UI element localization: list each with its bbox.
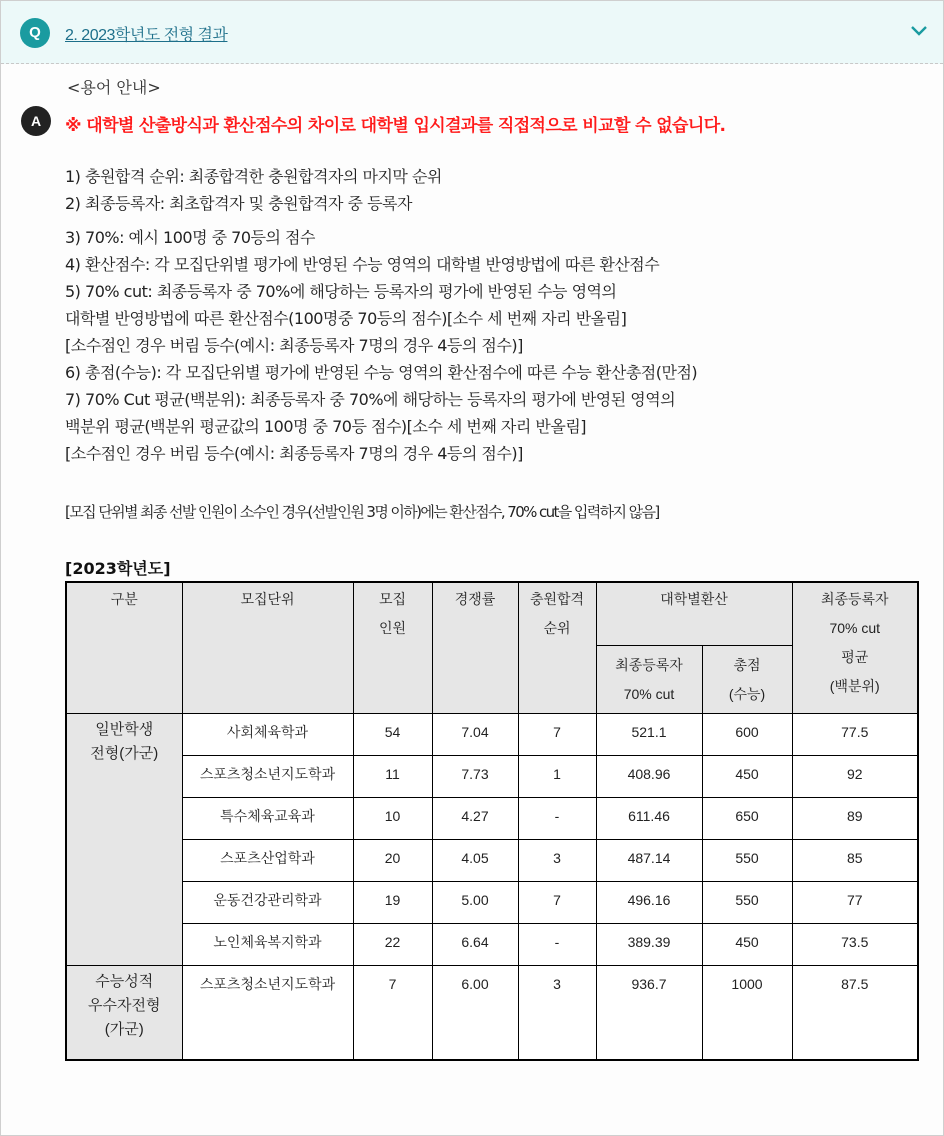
cell-percentile: 77.5 bbox=[792, 713, 918, 755]
table-row bbox=[66, 713, 918, 755]
input-note: [모집 단위별 최종 선발 인원이 소수인 경우(선발인원 3명 이하)에는 환산점수, 70% cut을 입력하지 않음] bbox=[65, 503, 659, 521]
admission-results-table bbox=[65, 581, 919, 1061]
table-row bbox=[66, 755, 918, 797]
header-ratio: 경쟁률 bbox=[432, 582, 518, 713]
cell-waitlist: - bbox=[518, 923, 596, 965]
definition-line: [소수점인 경우 버림 등수(예시: 최종등록자 7명의 경우 4등의 점수)] bbox=[65, 444, 523, 463]
cell-cut70: 496.16 bbox=[596, 881, 702, 923]
header-unit: 모집단위 bbox=[182, 582, 353, 713]
definition-line: 대학별 반영방법에 따른 환산점수(100명중 70등의 점수)[소수 세 번째 자리 반올림] bbox=[65, 309, 627, 328]
header-cut70: 최종등록자 70% cut bbox=[596, 645, 702, 713]
cell-ratio: 7.04 bbox=[432, 713, 518, 755]
cell-quota: 19 bbox=[353, 881, 432, 923]
cell-quota: 7 bbox=[353, 965, 432, 1060]
header-total: 총점 (수능) bbox=[702, 645, 792, 713]
group-general: 일반학생 전형(가군) bbox=[66, 713, 182, 965]
definition-line: 2) 최종등록자: 최초합격자 및 충원합격자 중 등록자 bbox=[65, 194, 412, 213]
cell-percentile: 73.5 bbox=[792, 923, 918, 965]
cell-unit: 스포츠청소년지도학과 bbox=[182, 965, 353, 1060]
cell-waitlist: 7 bbox=[518, 713, 596, 755]
question-title-link[interactable]: 2. 2023학년도 전형 결과 bbox=[65, 27, 228, 44]
cell-quota: 22 bbox=[353, 923, 432, 965]
cell-unit: 사회체육학과 bbox=[182, 713, 353, 755]
cell-percentile: 87.5 bbox=[792, 965, 918, 1060]
cell-waitlist: 1 bbox=[518, 755, 596, 797]
cell-percentile: 92 bbox=[792, 755, 918, 797]
definition-line: 3) 70%: 예시 100명 중 70등의 점수 bbox=[65, 228, 315, 247]
cell-ratio: 6.64 bbox=[432, 923, 518, 965]
cell-unit: 운동건강관리학과 bbox=[182, 881, 353, 923]
cell-waitlist: 7 bbox=[518, 881, 596, 923]
cell-quota: 10 bbox=[353, 797, 432, 839]
group-csat: 수능성적 우수자전형 (가군) bbox=[66, 965, 182, 1060]
cell-percentile: 89 bbox=[792, 797, 918, 839]
year-label: [2023학년도] bbox=[65, 559, 171, 578]
cell-cut70: 936.7 bbox=[596, 965, 702, 1060]
definition-line: 4) 환산점수: 각 모집단위별 평가에 반영된 수능 영역의 대학별 반영방법에 따른 환산점수 bbox=[65, 255, 660, 274]
cell-waitlist: - bbox=[518, 797, 596, 839]
cell-percentile: 77 bbox=[792, 881, 918, 923]
definition-line: 1) 충원합격 순위: 최종합격한 충원합격자의 마지막 순위 bbox=[65, 167, 442, 186]
cell-ratio: 6.00 bbox=[432, 965, 518, 1060]
faq-question-header[interactable] bbox=[1, 1, 943, 64]
cell-quota: 20 bbox=[353, 839, 432, 881]
cell-unit: 노인체육복지학과 bbox=[182, 923, 353, 965]
definition-line: [소수점인 경우 버림 등수(예시: 최종등록자 7명의 경우 4등의 점수)] bbox=[65, 336, 523, 355]
cell-ratio: 5.00 bbox=[432, 881, 518, 923]
cell-waitlist: 3 bbox=[518, 965, 596, 1060]
cell-unit: 스포츠청소년지도학과 bbox=[182, 755, 353, 797]
chevron-down-icon[interactable] bbox=[911, 25, 927, 37]
header-quota: 모집 인원 bbox=[353, 582, 432, 713]
cell-quota: 11 bbox=[353, 755, 432, 797]
cell-total: 450 bbox=[702, 923, 792, 965]
table-row bbox=[66, 923, 918, 965]
cell-total: 550 bbox=[702, 881, 792, 923]
question-badge: Q bbox=[20, 18, 50, 48]
cell-total: 1000 bbox=[702, 965, 792, 1060]
table-row bbox=[66, 965, 918, 1060]
cell-cut70: 389.39 bbox=[596, 923, 702, 965]
table-row bbox=[66, 797, 918, 839]
cell-unit: 특수체육교육과 bbox=[182, 797, 353, 839]
cell-quota: 54 bbox=[353, 713, 432, 755]
header-percentile: 최종등록자 70% cut 평균 (백분위) bbox=[792, 582, 918, 713]
cell-ratio: 4.05 bbox=[432, 839, 518, 881]
warning-text: ※ 대학별 산출방식과 환산점수의 차이로 대학별 입시결과를 직접적으로 비교할 수 없습니다. bbox=[65, 116, 726, 136]
cell-ratio: 4.27 bbox=[432, 797, 518, 839]
cell-total: 450 bbox=[702, 755, 792, 797]
cell-waitlist: 3 bbox=[518, 839, 596, 881]
cell-total: 600 bbox=[702, 713, 792, 755]
cell-ratio: 7.73 bbox=[432, 755, 518, 797]
header-category: 구분 bbox=[66, 582, 182, 713]
cell-percentile: 85 bbox=[792, 839, 918, 881]
definition-line: 7) 70% Cut 평균(백분위): 최종등록자 중 70%에 해당하는 등록자의 평가에 반영된 영역의 bbox=[65, 390, 676, 409]
table-row bbox=[66, 839, 918, 881]
cell-unit: 스포츠산업학과 bbox=[182, 839, 353, 881]
definitions-list bbox=[65, 163, 697, 467]
header-waitlist: 충원합격 순위 bbox=[518, 582, 596, 713]
definition-line: 백분위 평균(백분위 평균값의 100명 중 70등 점수)[소수 세 번째 자리 반올림] bbox=[65, 417, 587, 436]
answer-badge: A bbox=[21, 106, 51, 136]
cell-cut70: 408.96 bbox=[596, 755, 702, 797]
definition-line: 5) 70% cut: 최종등록자 중 70%에 해당하는 등록자의 평가에 반영된 수능 영역의 bbox=[65, 282, 617, 301]
definition-line: 6) 총점(수능): 각 모집단위별 평가에 반영된 수능 영역의 환산점수에 따른 수능 환산총점(만점) bbox=[65, 363, 698, 382]
cell-cut70: 521.1 bbox=[596, 713, 702, 755]
cell-cut70: 487.14 bbox=[596, 839, 702, 881]
table-row bbox=[66, 881, 918, 923]
cell-total: 650 bbox=[702, 797, 792, 839]
cell-cut70: 611.46 bbox=[596, 797, 702, 839]
terms-guide-label: <용어 안내> bbox=[67, 78, 161, 97]
header-univ-conversion: 대학별환산 bbox=[596, 582, 792, 645]
cell-total: 550 bbox=[702, 839, 792, 881]
